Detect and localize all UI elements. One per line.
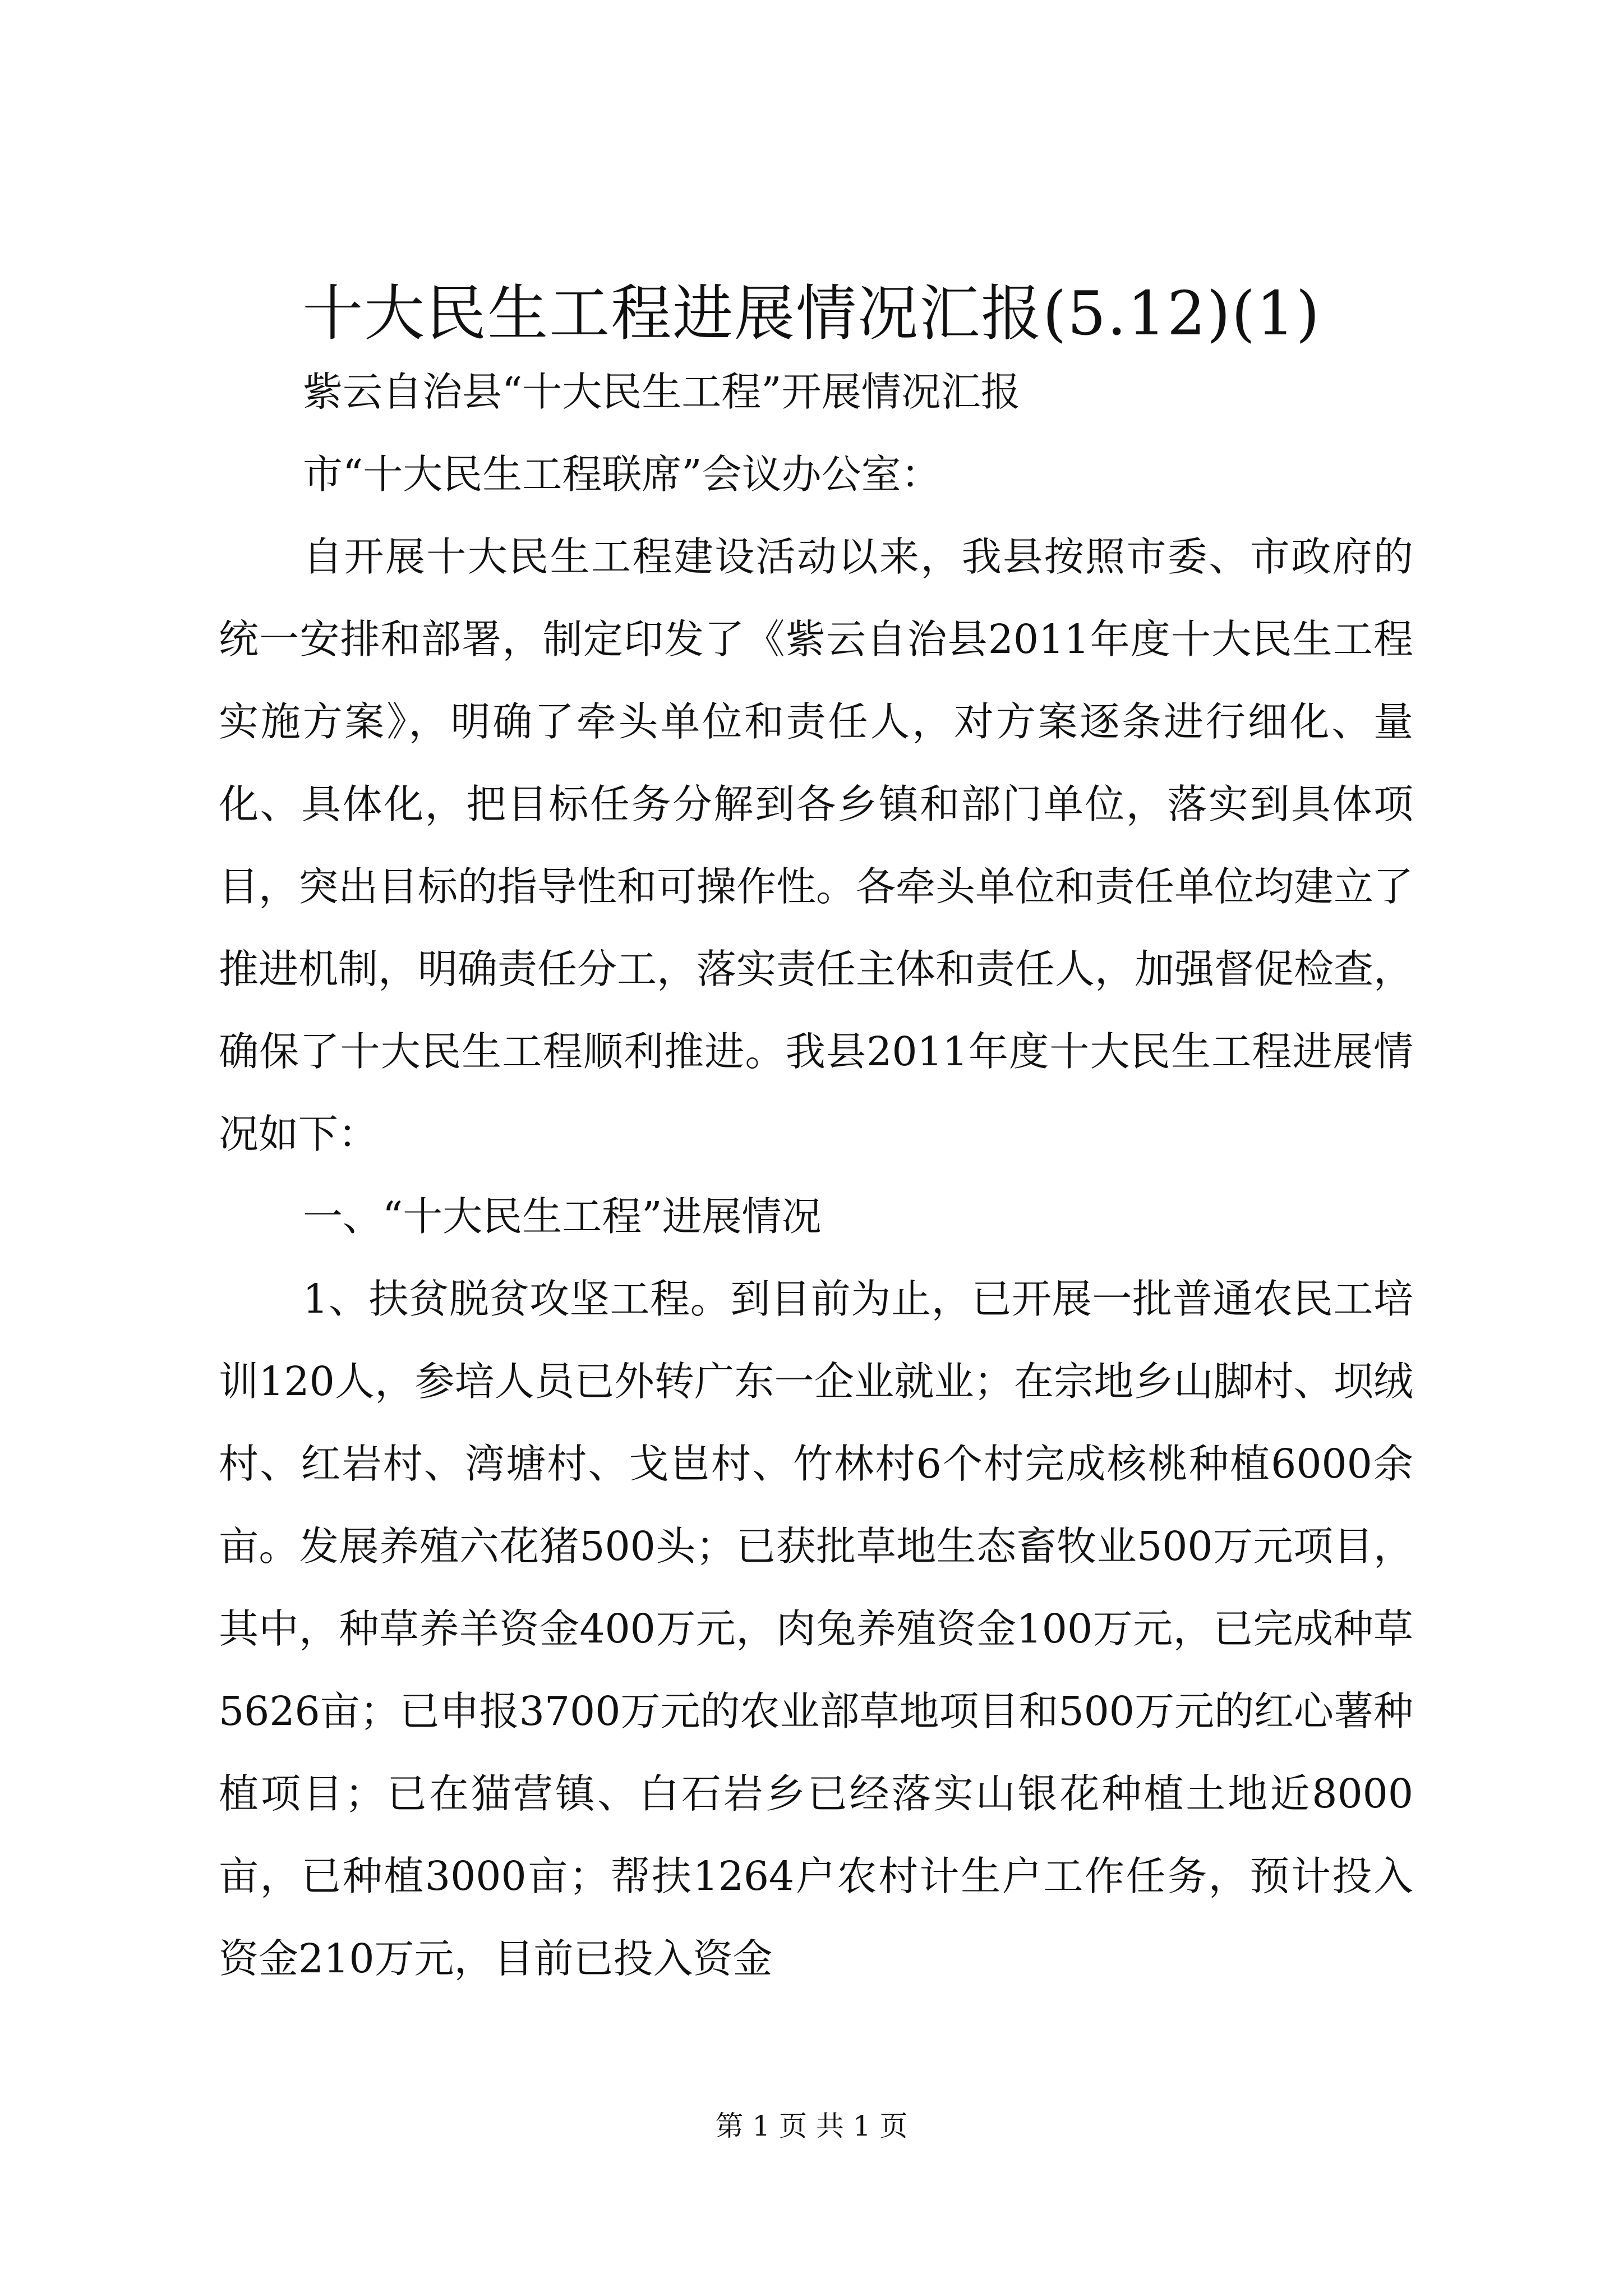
page-footer: 第 1 页 共 1 页	[715, 2110, 908, 2142]
section-heading-paragraph: 一、“十大民生工程”进展情况	[303, 1193, 822, 1240]
item-1-paragraph: 1、扶贫脱贫攻坚工程。到目前为止，已开展一批普通农民工培训120人，参培人员已外转广东一企业就业；在宗地乡山脚村、坝绒村、红岩村、湾塘村、戈岜村、竹林村6个村完成核桃种植6000余亩。发展养殖六花猪500头；已获批草地生态畜牧业500万元项目，其中，种草养羊资金400万元，肉兔养殖资金100万元，已完成种草5626亩；已申报3700万元的农业部草地项目和500万元的红心薯种植项目；已在猫营镇、白石岩乡已经落实山银花种植土地近8000亩，已种植3000亩；帮扶1264户农村计生户工作任务，预计投入资金210万元，目前已投入资金	[219, 1276, 1413, 1982]
document-body	[219, 351, 1413, 2000]
addressee-paragraph: 市“十大民生工程联席”会议办公室：	[303, 451, 941, 498]
intro-paragraph: 自开展十大民生工程建设活动以来，我县按照市委、市政府的统一安排和部署，制定印发了《紫云自治县2011年度十大民生工程实施方案》，明确了牵头单位和责任人，对方案逐条进行细化、量化、具体化，把目标任务分解到各乡镇和部门单位，落实到具体项目，突出目标的指导性和可操作性。各牵头单位和责任单位均建立了推进机制，明确责任分工，落实责任主体和责任人，加强督促检查，确保了十大民生工程顺利推进。我县2011年度十大民生工程进展情况如下：	[219, 533, 1414, 1157]
report-heading-paragraph: 紫云自治县“十大民生工程”开展情况汇报	[303, 369, 1021, 415]
document-title: 十大民生工程进展情况汇报(5.12)(1)	[302, 279, 1321, 349]
